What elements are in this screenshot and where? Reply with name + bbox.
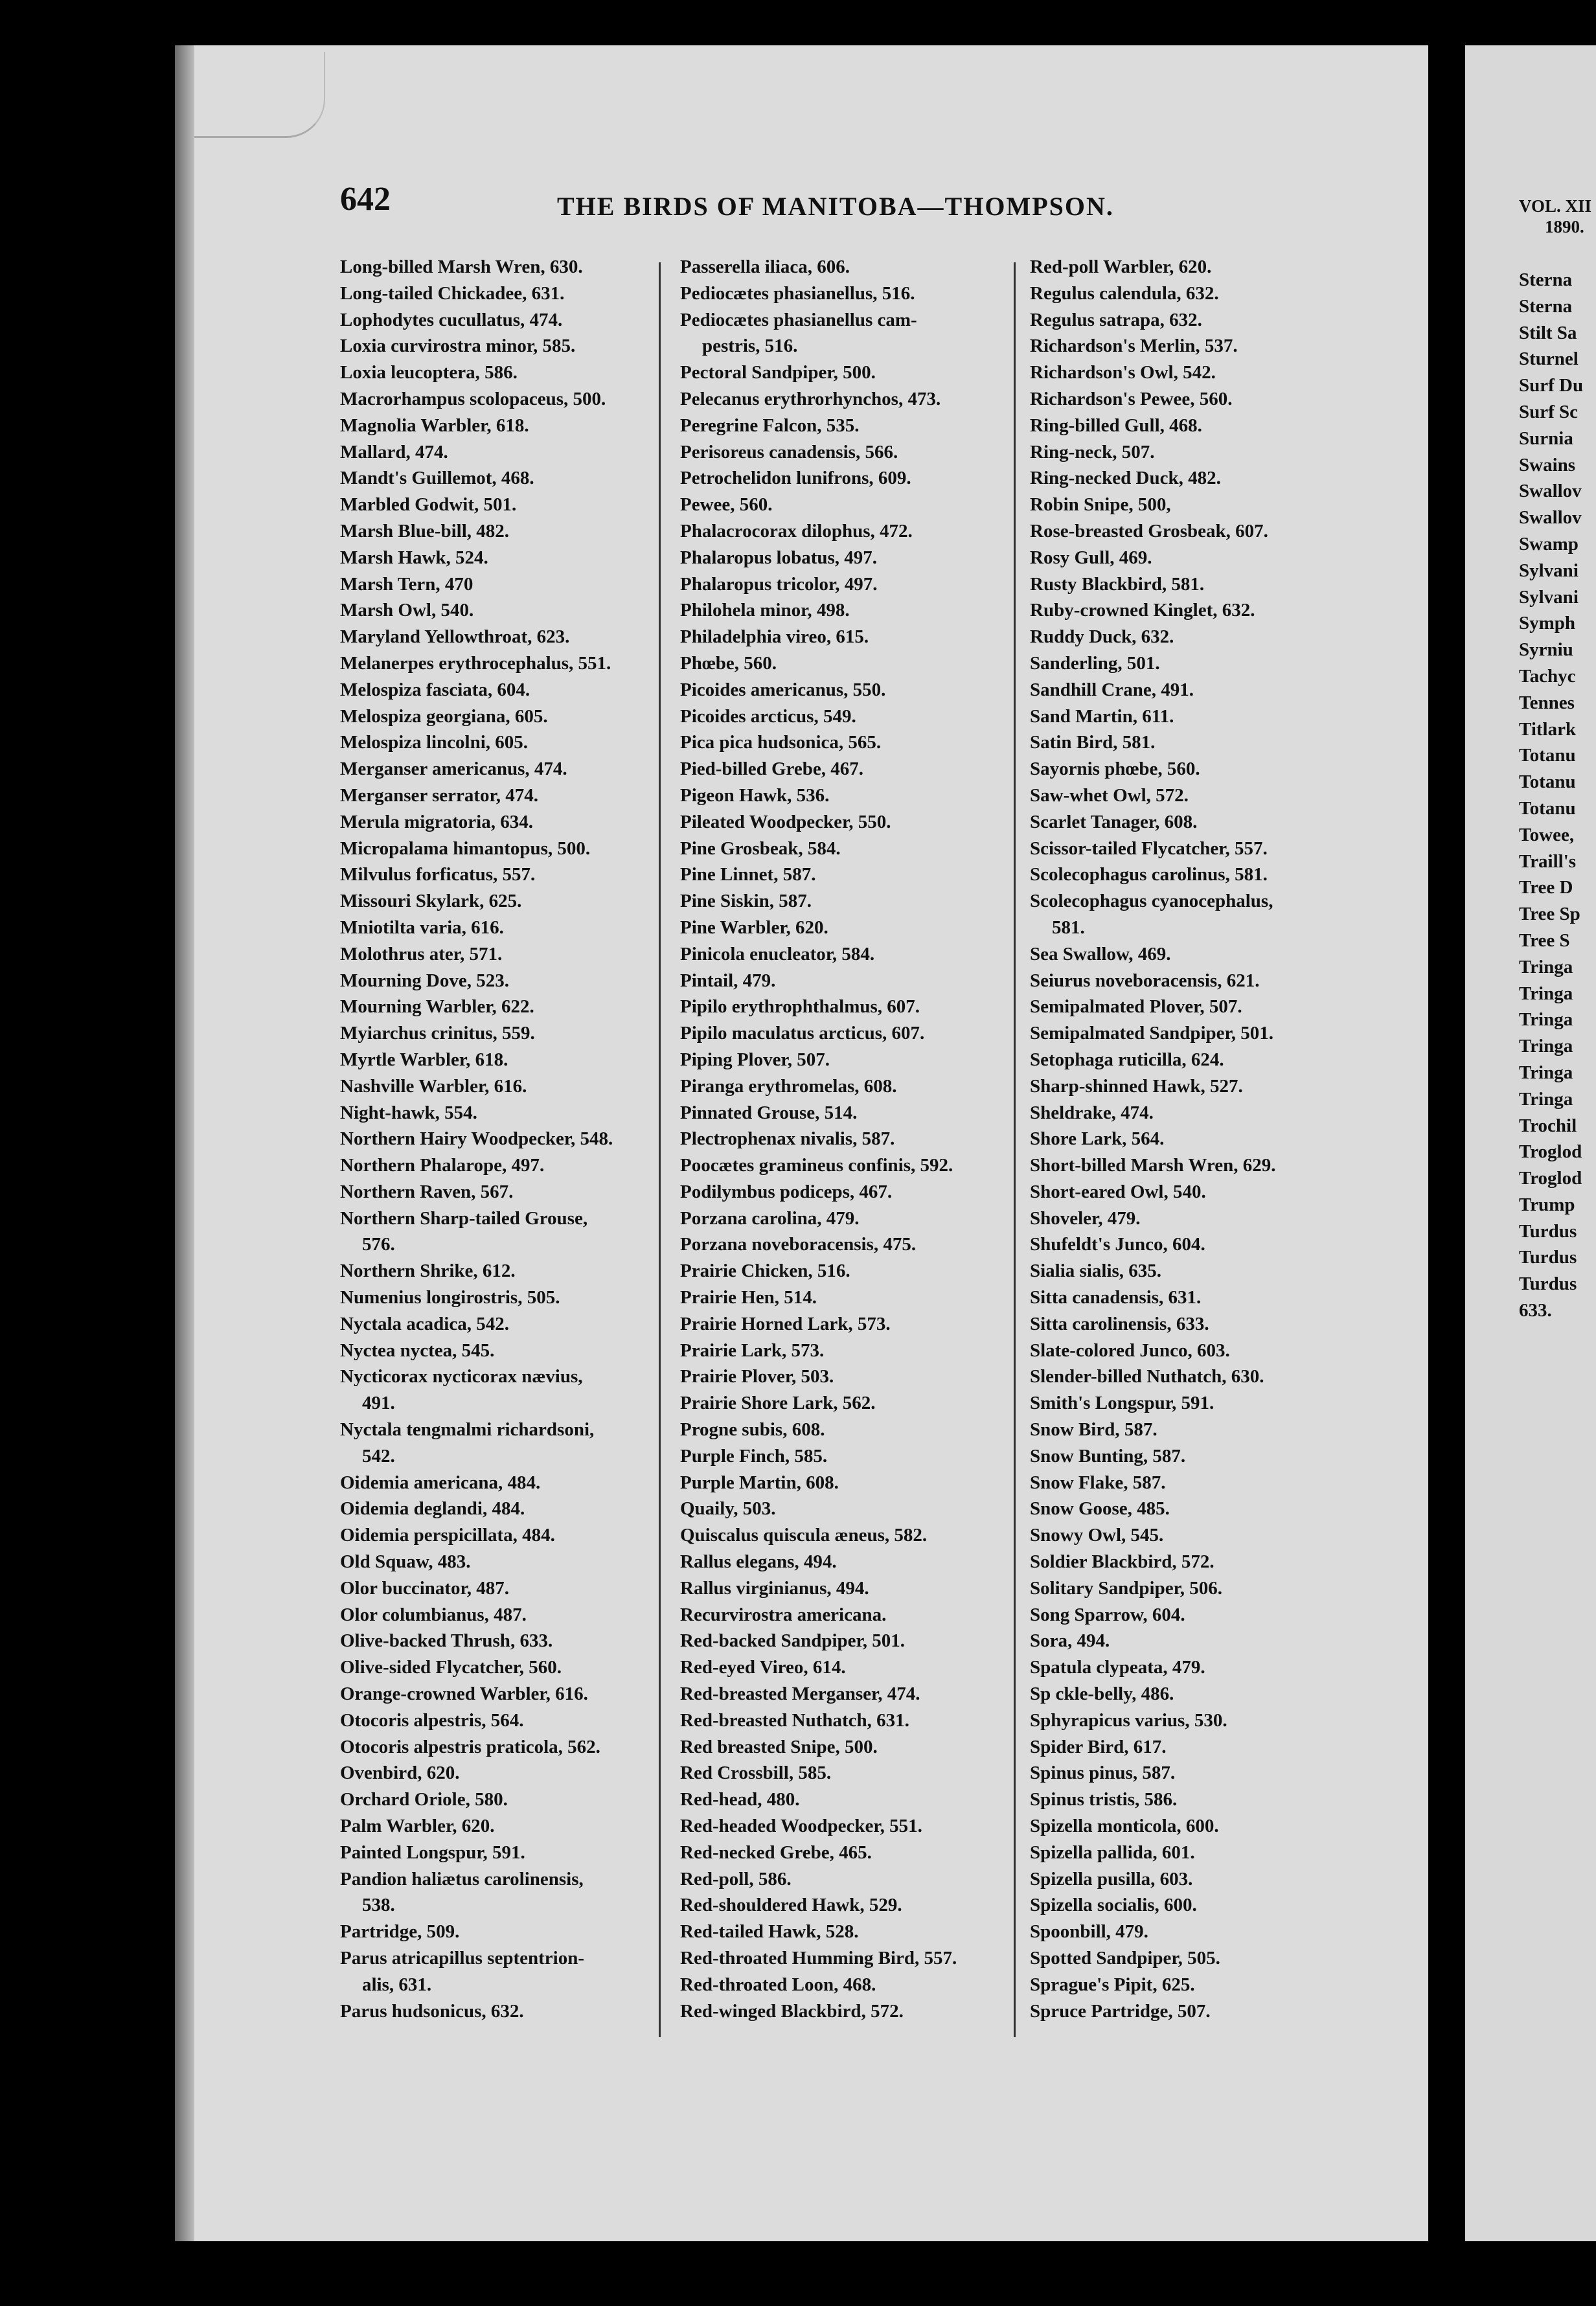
index-entry: Red Crossbill, 585. [680, 1763, 832, 1784]
index-entry: Regulus satrapa, 632. [1030, 309, 1202, 330]
index-entry: Spruce Partridge, 507. [1030, 2000, 1211, 2022]
index-entry: Short-eared Owl, 540. [1030, 1181, 1206, 1202]
index-entry: Mourning Warbler, 622. [340, 996, 534, 1018]
index-entry: Northern Phalarope, 497. [340, 1155, 545, 1176]
index-entry: Ring-necked Duck, 482. [1030, 468, 1221, 489]
index-entry: Red-throated Loon, 468. [680, 1974, 876, 1995]
facing-index-entry: Sylvani [1519, 586, 1579, 608]
index-entry: Northern Raven, 567. [340, 1181, 514, 1202]
index-entry: Rusty Blackbird, 581. [1030, 573, 1205, 595]
index-entry: Richardson's Merlin, 537. [1030, 336, 1238, 357]
index-entry: 491. [362, 1393, 395, 1414]
index-entry: Saw-whet Owl, 572. [1030, 784, 1189, 806]
index-entry: Red-tailed Hawk, 528. [680, 1921, 859, 1943]
index-entry: Peregrine Falcon, 535. [680, 415, 860, 436]
index-entry: Merula migratoria, 634. [340, 811, 533, 832]
column-divider [1014, 262, 1016, 2037]
facing-index-entry: Swamp [1519, 533, 1579, 554]
index-entry: Rosy Gull, 469. [1030, 547, 1152, 568]
index-entry: Piping Plover, 507. [680, 1049, 830, 1070]
index-entry: Partridge, 509. [340, 1921, 460, 1943]
facing-index-entry: Stilt Sa [1519, 322, 1577, 343]
index-entry: Long-tailed Chickadee, 631. [340, 282, 565, 304]
index-entry: Pinicola enucleator, 584. [680, 943, 875, 965]
index-entry: Olor buccinator, 487. [340, 1577, 510, 1599]
index-entry: Melanerpes erythrocephalus, 551. [340, 652, 611, 674]
index-entry: Robin Snipe, 500, [1030, 494, 1171, 516]
index-entry: Scarlet Tanager, 608. [1030, 811, 1198, 832]
index-entry: Pine Grosbeak, 584. [680, 838, 841, 859]
index-entry: Seiurus noveboracensis, 621. [1030, 970, 1260, 991]
index-entry: Spoonbill, 479. [1030, 1921, 1148, 1943]
index-entry: Lophodytes cucullatus, 474. [340, 309, 563, 330]
index-entry: Smith's Longspur, 591. [1030, 1393, 1214, 1414]
index-entry: Sea Swallow, 469. [1030, 943, 1171, 965]
index-entry: Red-backed Sandpiper, 501. [680, 1630, 906, 1652]
index-entry: Red-poll, 586. [680, 1868, 792, 1889]
index-entry: Pediocætes phasianellus, 516. [680, 282, 915, 304]
index-entry: 542. [362, 1445, 395, 1467]
index-entry: Molothrus ater, 571. [340, 943, 503, 965]
index-entry: Purple Martin, 608. [680, 1472, 839, 1493]
index-entry: Poocætes gramineus confinis, 592. [680, 1155, 953, 1176]
index-entry: Pipilo erythrophthalmus, 607. [680, 996, 920, 1018]
index-entry: Solitary Sandpiper, 506. [1030, 1577, 1223, 1599]
facing-index-entry: Swains [1519, 454, 1576, 475]
facing-index-entry: Tennes [1519, 692, 1575, 713]
index-entry: Snow Goose, 485. [1030, 1498, 1170, 1520]
index-entry: Scissor-tailed Flycatcher, 557. [1030, 838, 1268, 859]
index-entry: Otocoris alpestris praticola, 562. [340, 1736, 600, 1757]
index-entry: Ovenbird, 620. [340, 1763, 460, 1784]
index-entry: Slate-colored Junco, 603. [1030, 1340, 1230, 1361]
facing-page-volume: VOL. XII [1519, 196, 1591, 216]
index-entry: Marsh Hawk, 524. [340, 547, 488, 568]
index-entry: Pinnated Grouse, 514. [680, 1102, 858, 1123]
index-entry: Painted Longspur, 591. [340, 1842, 525, 1863]
index-entry: Spider Bird, 617. [1030, 1736, 1167, 1757]
index-entry: Mniotilta varia, 616. [340, 917, 504, 938]
index-entry: Red-winged Blackbird, 572. [680, 2000, 904, 2022]
index-entry: Northern Shrike, 612. [340, 1261, 516, 1282]
index-entry: Oidemia americana, 484. [340, 1472, 541, 1493]
index-entry: Pine Warbler, 620. [680, 917, 828, 938]
facing-index-entry: Swallov [1519, 507, 1582, 529]
index-entry: Shoveler, 479. [1030, 1207, 1141, 1229]
index-entry: Sp ckle-belly, 486. [1030, 1684, 1174, 1705]
index-entry: Northern Hairy Woodpecker, 548. [340, 1128, 613, 1150]
index-entry: Marbled Godwit, 501. [340, 494, 517, 516]
index-entry: 576. [362, 1234, 395, 1255]
index-entry: 538. [362, 1895, 395, 1916]
index-entry: 581. [1052, 917, 1085, 938]
index-entry: Petrochelidon lunifrons, 609. [680, 468, 911, 489]
index-entry: Sheldrake, 474. [1030, 1102, 1154, 1123]
index-entry: Pipilo maculatus arcticus, 607. [680, 1023, 925, 1044]
facing-index-entry: Troglod [1519, 1141, 1582, 1163]
index-entry: Prairie Horned Lark, 573. [680, 1313, 891, 1334]
facing-index-entry: Traill's [1519, 850, 1577, 872]
index-entry: Nyctala tengmalmi richardsoni, [340, 1419, 595, 1441]
index-entry: Prairie Lark, 573. [680, 1340, 825, 1361]
index-entry: Prairie Chicken, 516. [680, 1261, 850, 1282]
index-entry: Prairie Plover, 503. [680, 1366, 834, 1387]
index-entry: Setophaga ruticilla, 624. [1030, 1049, 1224, 1070]
index-entry: Oidemia deglandi, 484. [340, 1498, 525, 1520]
index-entry: Sora, 494. [1030, 1630, 1110, 1652]
index-entry: Loxia curvirostra minor, 585. [340, 336, 576, 357]
index-entry: Mallard, 474. [340, 441, 448, 462]
index-entry: Old Squaw, 483. [340, 1551, 471, 1573]
index-column-2 [680, 254, 1007, 2024]
index-entry: Nyctala acadica, 542. [340, 1313, 509, 1334]
index-entry: Spizella pallida, 601. [1030, 1842, 1195, 1863]
index-entry: Satin Bird, 581. [1030, 732, 1156, 753]
facing-index-entry: Syrniu [1519, 639, 1573, 661]
index-entry: Pandion haliætus carolinensis, [340, 1868, 584, 1889]
index-entry: Snowy Owl, 545. [1030, 1525, 1164, 1546]
index-entry: pestris, 516. [702, 336, 798, 357]
index-entry: Marsh Tern, 470 [340, 573, 473, 595]
index-entry: Picoides americanus, 550. [680, 679, 886, 700]
page-corner-fold [194, 52, 325, 138]
index-entry: Red-shouldered Hawk, 529. [680, 1895, 902, 1916]
index-entry: Otocoris alpestris, 564. [340, 1709, 524, 1731]
index-entry: Song Sparrow, 604. [1030, 1604, 1185, 1625]
index-entry: Sharp-shinned Hawk, 527. [1030, 1075, 1243, 1097]
index-entry: Oidemia perspicillata, 484. [340, 1525, 555, 1546]
index-entry: Myrtle Warbler, 618. [340, 1049, 508, 1070]
facing-index-entry: Tringa [1519, 956, 1573, 977]
index-entry: Snow Flake, 587. [1030, 1472, 1166, 1493]
index-entry: Pied-billed Grebe, 467. [680, 759, 864, 780]
index-entry: Night-hawk, 554. [340, 1102, 477, 1123]
index-entry: Philohela minor, 498. [680, 600, 850, 621]
index-entry: Phœbe, 560. [680, 652, 777, 674]
index-entry: Ruby-crowned Kinglet, 632. [1030, 600, 1255, 621]
facing-index-entry: Turdus [1519, 1273, 1577, 1295]
facing-index-entry: Totanu [1519, 745, 1576, 766]
index-entry: Spinus pinus, 587. [1030, 1763, 1176, 1784]
index-entry: Spizella socialis, 600. [1030, 1895, 1197, 1916]
index-entry: Purple Finch, 585. [680, 1445, 828, 1467]
index-entry: Recurvirostra americana. [680, 1604, 887, 1625]
index-entry: Snow Bunting, 587. [1030, 1445, 1186, 1467]
index-entry: Porzana carolina, 479. [680, 1207, 860, 1229]
index-entry: Long-billed Marsh Wren, 630. [340, 257, 583, 277]
facing-page-index-column [1519, 267, 1583, 1324]
index-entry: Magnolia Warbler, 618. [340, 415, 529, 436]
index-entry: Pica pica hudsonica, 565. [680, 732, 882, 753]
index-entry: Red breasted Snipe, 500. [680, 1736, 878, 1757]
facing-index-entry: Turdus [1519, 1220, 1577, 1242]
facing-index-entry: Towee, [1519, 824, 1575, 845]
facing-index-entry: Trochil [1519, 1115, 1577, 1136]
facing-index-entry: Tringa [1519, 1036, 1573, 1057]
index-entry: Melospiza fasciata, 604. [340, 679, 530, 700]
facing-index-entry: Totanu [1519, 797, 1576, 819]
index-entry: Pileated Woodpecker, 550. [680, 811, 891, 832]
index-entry: Quiscalus quiscula æneus, 582. [680, 1525, 928, 1546]
facing-index-entry: Sterna [1519, 295, 1573, 317]
index-entry: Sitta canadensis, 631. [1030, 1287, 1202, 1308]
facing-index-entry: Tachyc [1519, 665, 1576, 687]
running-head-title: THE BIRDS OF MANITOBA—THOMPSON. [557, 192, 1114, 221]
index-entry: Sandhill Crane, 491. [1030, 679, 1194, 700]
index-entry: Rallus elegans, 494. [680, 1551, 837, 1573]
page-number: 642 [340, 181, 391, 218]
index-entry: Progne subis, 608. [680, 1419, 825, 1441]
index-entry: Sitta carolinensis, 633. [1030, 1313, 1209, 1334]
index-entry: Picoides arcticus, 549. [680, 705, 856, 727]
index-entry: Micropalama himantopus, 500. [340, 838, 591, 859]
page-spine-shadow [175, 45, 194, 2241]
index-entry: Sphyrapicus varius, 530. [1030, 1709, 1227, 1731]
index-entry: Porzana noveboracensis, 475. [680, 1234, 917, 1255]
index-entry: Richardson's Pewee, 560. [1030, 388, 1233, 409]
index-entry: Red-throated Humming Bird, 557. [680, 1948, 957, 1969]
index-entry: Orange-crowned Warbler, 616. [340, 1684, 588, 1705]
index-entry: Prairie Hen, 514. [680, 1287, 817, 1308]
index-entry: Regulus calendula, 632. [1030, 282, 1219, 304]
index-entry: Shufeldt's Junco, 604. [1030, 1234, 1205, 1255]
facing-index-entry: Sterna [1519, 269, 1573, 290]
index-entry: Pewee, 560. [680, 494, 773, 516]
index-column-3 [1030, 254, 1373, 2024]
index-entry: Semipalmated Plover, 507. [1030, 996, 1242, 1018]
index-entry: alis, 631. [362, 1974, 432, 1995]
index-entry: Ring-billed Gull, 468. [1030, 415, 1202, 436]
facing-index-entry: Tree S [1519, 930, 1570, 951]
column-divider [659, 262, 661, 2037]
index-entry: Pine Linnet, 587. [680, 864, 816, 885]
index-entry: Pectoral Sandpiper, 500. [680, 362, 876, 383]
index-entry: Phalaropus lobatus, 497. [680, 547, 878, 568]
facing-index-entry: Tringa [1519, 1009, 1573, 1031]
index-entry: Nycticorax nycticorax nævius, [340, 1366, 583, 1387]
facing-index-entry: Surf Du [1519, 375, 1584, 396]
index-entry: Mourning Dove, 523. [340, 970, 509, 991]
index-entry: Red-poll Warbler, 620. [1030, 257, 1212, 277]
facing-index-entry: Symph [1519, 613, 1576, 634]
index-entry: Loxia leucoptera, 586. [340, 362, 518, 383]
facing-index-entry: Totanu [1519, 771, 1576, 793]
index-entry: Orchard Oriole, 580. [340, 1789, 508, 1810]
index-entry: Richardson's Owl, 542. [1030, 362, 1216, 383]
index-entry: Maryland Yellowthroat, 623. [340, 626, 570, 648]
index-entry: Red-necked Grebe, 465. [680, 1842, 872, 1863]
index-entry: Phalacrocorax dilophus, 472. [680, 520, 913, 542]
index-entry: Pintail, 479. [680, 970, 776, 991]
index-entry: Spotted Sandpiper, 505. [1030, 1948, 1220, 1969]
index-entry: Passerella iliaca, 606. [680, 257, 850, 277]
facing-index-entry: Surnia [1519, 428, 1573, 449]
index-entry: Numenius longirostris, 505. [340, 1287, 560, 1308]
index-entry: Red-breasted Nuthatch, 631. [680, 1709, 909, 1731]
index-entry: Marsh Blue-bill, 482. [340, 520, 510, 542]
index-entry: Marsh Owl, 540. [340, 600, 474, 621]
index-entry: Ring-neck, 507. [1030, 441, 1155, 462]
facing-index-entry: Tringa [1519, 983, 1573, 1004]
index-entry: Rallus virginianus, 494. [680, 1577, 869, 1599]
index-entry: Slender-billed Nuthatch, 630. [1030, 1366, 1264, 1387]
index-entry: Pine Siskin, 587. [680, 891, 812, 912]
index-entry: Olive-sided Flycatcher, 560. [340, 1657, 562, 1678]
index-entry: Spatula clypeata, 479. [1030, 1657, 1205, 1678]
index-entry: Melospiza georgiana, 605. [340, 705, 548, 727]
index-entry: Philadelphia vireo, 615. [680, 626, 869, 648]
page-gutter [1443, 45, 1465, 2241]
index-entry: Merganser serrator, 474. [340, 784, 539, 806]
index-entry: Short-billed Marsh Wren, 629. [1030, 1155, 1276, 1176]
index-entry: Spizella monticola, 600. [1030, 1816, 1219, 1837]
index-entry: Pediocætes phasianellus cam- [680, 309, 917, 330]
index-entry: Palm Warbler, 620. [340, 1816, 495, 1837]
facing-index-entry: Swallov [1519, 481, 1582, 502]
facing-index-entry: 633. [1519, 1300, 1552, 1321]
index-entry: Prairie Shore Lark, 562. [680, 1393, 876, 1414]
index-entry: Red-eyed Vireo, 614. [680, 1657, 846, 1678]
index-entry: Sayornis phœbe, 560. [1030, 759, 1200, 780]
index-entry: Rose-breasted Grosbeak, 607. [1030, 520, 1268, 542]
index-entry: Piranga erythromelas, 608. [680, 1075, 897, 1097]
index-entry: Snow Bird, 587. [1030, 1419, 1157, 1441]
facing-page-year: 1890. [1545, 217, 1584, 236]
index-entry: Sanderling, 501. [1030, 652, 1160, 674]
index-entry: Missouri Skylark, 625. [340, 891, 522, 912]
facing-index-entry: Tree Sp [1519, 904, 1580, 925]
index-entry: Sialia sialis, 635. [1030, 1261, 1162, 1282]
index-entry: Merganser americanus, 474. [340, 759, 567, 780]
index-entry: Red-head, 480. [680, 1789, 800, 1810]
index-entry: Scolecophagus carolinus, 581. [1030, 864, 1268, 885]
index-entry: Soldier Blackbird, 572. [1030, 1551, 1214, 1573]
index-entry: Parus hudsonicus, 632. [340, 2000, 524, 2022]
index-entry: Semipalmated Sandpiper, 501. [1030, 1023, 1273, 1044]
index-entry: Olive-backed Thrush, 633. [340, 1630, 553, 1652]
facing-index-entry: Tringa [1519, 1088, 1573, 1110]
facing-index-entry: Titlark [1519, 718, 1577, 740]
index-entry: Parus atricapillus septentrion- [340, 1948, 584, 1969]
index-entry: Northern Sharp-tailed Grouse, [340, 1207, 588, 1229]
index-entry: Scolecophagus cyanocephalus, [1030, 891, 1273, 912]
index-entry: Quaily, 503. [680, 1498, 776, 1520]
index-entry: Red-headed Woodpecker, 551. [680, 1816, 922, 1837]
index-column-1 [340, 254, 651, 2024]
facing-index-entry: Trump [1519, 1194, 1575, 1215]
index-entry: Spizella pusilla, 603. [1030, 1868, 1193, 1889]
index-entry: Nashville Warbler, 616. [340, 1075, 527, 1097]
facing-index-entry: Sylvani [1519, 560, 1579, 581]
index-entry: Perisoreus canadensis, 566. [680, 441, 898, 462]
index-entry: Nyctea nyctea, 545. [340, 1340, 495, 1361]
facing-index-entry: Turdus [1519, 1247, 1577, 1268]
facing-index-entry: Tree D [1519, 877, 1573, 898]
index-entry: Ruddy Duck, 632. [1030, 626, 1174, 648]
index-entry: Red-breasted Merganser, 474. [680, 1684, 920, 1705]
index-entry: Podilymbus podiceps, 467. [680, 1181, 893, 1202]
index-entry: Pigeon Hawk, 536. [680, 784, 830, 806]
facing-index-entry: Tringa [1519, 1062, 1573, 1083]
index-entry: Olor columbianus, 487. [340, 1604, 527, 1625]
facing-index-entry: Sturnel [1519, 348, 1579, 370]
index-entry: Sand Martin, 611. [1030, 705, 1174, 727]
index-entry: Macrorhampus scolopaceus, 500. [340, 388, 606, 409]
index-entry: Spinus tristis, 586. [1030, 1789, 1178, 1810]
index-entry: Phalaropus tricolor, 497. [680, 573, 878, 595]
facing-index-entry: Troglod [1519, 1168, 1582, 1189]
index-entry: Shore Lark, 564. [1030, 1128, 1165, 1150]
facing-index-entry: Surf Sc [1519, 401, 1579, 422]
index-entry: Pelecanus erythrorhynchos, 473. [680, 388, 941, 409]
index-entry: Melospiza lincolni, 605. [340, 732, 528, 753]
index-entry: Milvulus forficatus, 557. [340, 864, 536, 885]
index-entry: Sprague's Pipit, 625. [1030, 1974, 1195, 1995]
index-entry: Myiarchus crinitus, 559. [340, 1023, 535, 1044]
index-entry: Plectrophenax nivalis, 587. [680, 1128, 895, 1150]
index-entry: Mandt's Guillemot, 468. [340, 468, 534, 489]
